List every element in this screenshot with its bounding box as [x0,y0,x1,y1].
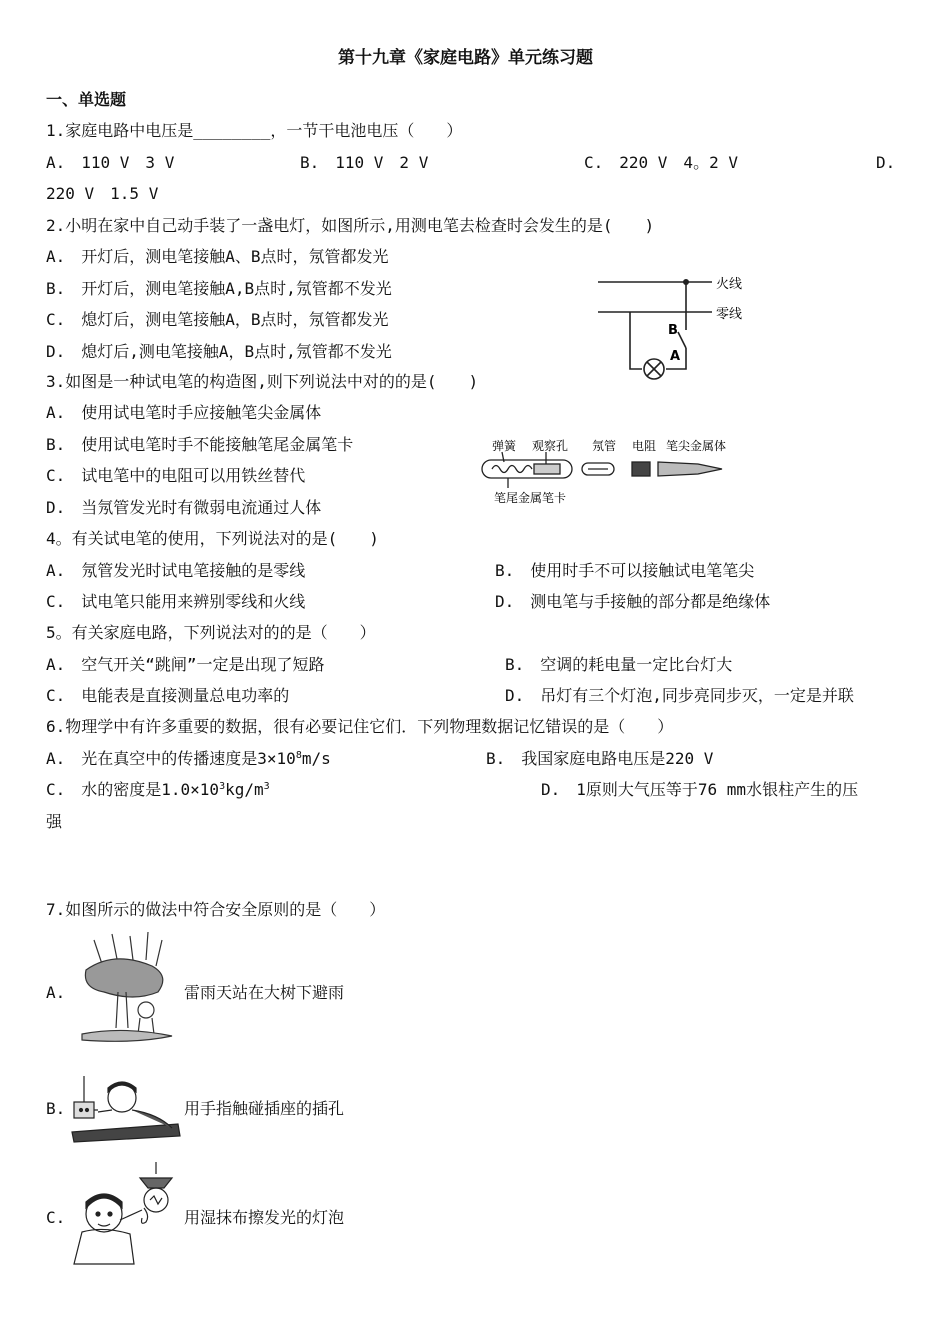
q2-option-a: A. 开灯后，测电笔接触A、B点时，氖管都发光 [46,247,389,266]
q7-option-a-letter: A. [46,983,66,1002]
label-tip: 笔尖金属体 [666,439,727,453]
q1-stem: 1.家庭电路中电压是________，一节干电池电压（ ） [46,121,463,140]
q3-stem: 3.如图是一种试电笔的构造图,则下列说法中对的的是( ) [46,372,479,391]
q4-option-d: D. 测电笔与手接触的部分都是绝缘体 [495,592,771,611]
q6-stem: 6.物理学中有许多重要的数据，很有必要记住它们．下列物理数据记忆错误的是（ ） [46,717,674,736]
q1-option-d: D. [876,153,896,172]
q1-option-a: A. 110 V 3 V [46,153,175,172]
q7-option-c-text: 用湿抹布擦发光的灯泡 [184,1208,345,1227]
q1-option-b: B. 110 V 2 V [300,153,429,172]
q7-stem: 7.如图所示的做法中符合安全原则的是（ ） [46,900,386,919]
label-clip: 笔尾金属笔卡 [494,491,567,505]
q4-stem: 4。有关试电笔的使用，下列说法对的是( ) [46,529,379,548]
q2-option-c: C. 熄灯后，测电笔接触A，B点时，氖管都发光 [46,310,389,329]
label-live: 火线 [716,277,743,292]
q6-option-d-continuation: 强 [46,812,63,831]
label-point-b: B [668,323,678,338]
q2-stem: 2.小明在家中自己动手装了一盏电灯，如图所示,用测电笔去检查时会发生的是( ) [46,216,655,235]
q7-option-b-letter: B. [46,1099,66,1118]
q4-option-a: A. 氖管发光时试电笔接触的是零线 [46,561,306,580]
label-window: 观察孔 [532,439,569,453]
label-resistor: 电阻 [632,439,657,453]
q3-option-b: B. 使用试电笔时手不能接触笔尾金属笔卡 [46,435,354,454]
section-heading: 一、单选题 [46,90,127,109]
page-title: 第十九章《家庭电路》单元练习题 [338,48,593,68]
q6-option-c: C. 水的密度是$1.0\times 10^3kg/m^3$ [46,780,270,799]
q2-option-d: D. 熄灯后,测电笔接触A，B点时,氖管都不发光 [46,342,392,361]
tree-lightning-icon [74,930,180,1048]
q1-option-d-text: 220 V 1.5 V [46,184,159,203]
q5-stem: 5。有关家庭电路，下列说法对的的是（ ） [46,623,376,642]
q4-option-b: B. 使用时手不可以接触试电笔笔尖 [495,561,755,580]
label-spring: 弹簧 [492,439,517,453]
boy-lamp-icon [70,1160,182,1268]
test-pen-figure [478,436,740,510]
q5-option-c: C. 电能表是直接测量总电功率的 [46,686,290,705]
circuit-figure [594,266,764,386]
q7-option-a-text: 雷雨天站在大树下避雨 [184,983,345,1002]
q7-option-b-text: 用手指触碰插座的插孔 [184,1099,345,1118]
label-point-a: A [670,349,681,364]
q5-option-b: B. 空调的耗电量一定比台灯大 [505,655,733,674]
q3-option-d: D. 当氖管发光时有微弱电流通过人体 [46,498,322,517]
q3-option-a: A. 使用试电笔时手应接触笔尖金属体 [46,403,322,422]
label-neon: 氖管 [592,439,617,453]
q1-option-c: C. 220 V 4。2 V [584,153,738,172]
q5-option-a: A. 空气开关“跳闸”一定是出现了短路 [46,655,325,674]
label-neutral: 零线 [716,307,743,322]
q2-option-b: B. 开灯后，测电笔接触A,B点时,氖管都不发光 [46,279,392,298]
q6-option-d: D. 1原则大气压等于76 mm水银柱产生的压 [541,780,859,799]
q5-option-d: D. 吊灯有三个灯泡,同步亮同步灭，一定是并联 [505,686,854,705]
boy-socket-icon [68,1074,182,1146]
q4-option-c: C. 试电笔只能用来辨别零线和火线 [46,592,306,611]
q7-option-c-letter: C. [46,1208,66,1227]
q6-option-b: B. 我国家庭电路电压是220 V [486,749,714,768]
q6-option-a: A. 光在真空中的传播速度是$3\times 10^8m/s$ [46,749,331,768]
q3-option-c: C. 试电笔中的电阻可以用铁丝替代 [46,466,306,485]
